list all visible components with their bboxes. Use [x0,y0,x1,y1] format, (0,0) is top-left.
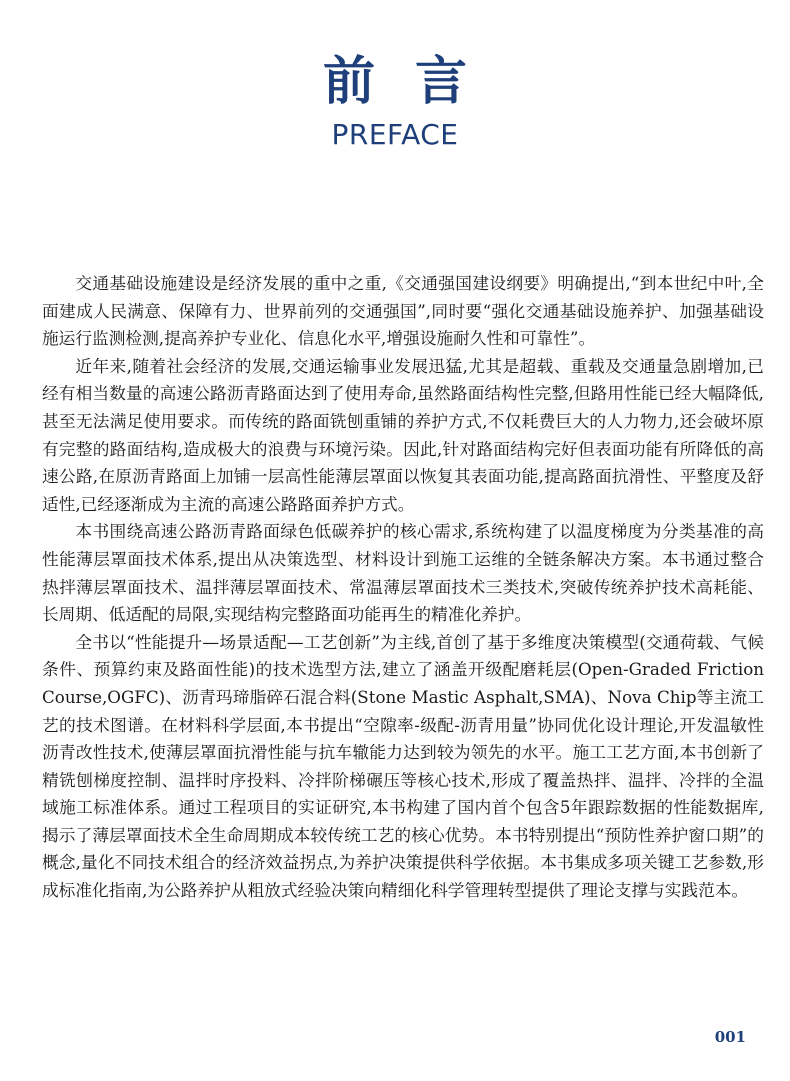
preface-body [42,270,764,905]
page-subtitle: PREFACE [331,118,459,151]
page-number: 001 [714,1028,746,1046]
paragraph-3: 本书围绕高速公路沥青路面绿色低碳养护的核心需求,系统构建了以温度梯度为分类基准的高性能薄层罩面技术体系,提出从决策选型、材料设计到施工运维的全链条解决方案。本书通过整合热拌薄层罩面技术、温拌薄层罩面技术、常温薄层罩面技术三类技术,突破传统养护技术高耗能、长周期、低适配的局限,实现结构完整路面功能再生的精准化养护。 [42,521,764,625]
paragraph-4: 全书以“性能提升—场景适配—工艺创新”为主线,首创了基于多维度决策模型(交通荷载、气候条件、预算约束及路面性能)的技术选型方法,建立了涵盖开级配磨耗层(Open-Graded Friction Course,OGFC)、沥青玛𤧛脂碎石混合料(Stone Mastic Asphalt,SMA)、Nova Chip等主流工艺的技术图谱。在材料科学层面,本书提出“空隙率-级配-沥青用量”协同优化设计理论,开发温敏性沥青改性技术,使薄层罩面抗滑性能与抗车辙能力达到较为领先的水平。施工工艺方面,本书创新了精铣刨梯度控制、温拌时序投料、冷拌阶梯碾压等核心技术,形成了覆盖热拌、温拌、冷拌的全温域施工标准体系。通过工程项目的实证研究,本书构建了国内首个包含5年跟踪数据的性能数据库,揭示了薄层罩面技术全生命周期成本较传统工艺的核心优势。本书特别提出“预防性养护窗口期”的概念,量化不同技术组合的经济效益拐点,为养护决策提供科学依据。本书集成多项关键工艺参数,形成标准化指南,为公路养护从粗放式经验决策向精细化科学管理转型提供了理论支撑与实践范本。 [42,631,764,901]
paragraph-1: 交通基础设施建设是经济发展的重中之重,《交通强国建设纲要》明确提出,“到本世纪中叶,全面建成人民满意、保障有力、世界前列的交通强国”,同时要“强化交通基础设施养护、加强基础设施运行监测检测,提高养护专业化、信息化水平,增强设施耐久性和可靠性”。 [42,273,764,349]
paragraph-2: 近年来,随着社会经济的发展,交通运输事业发展迅猛,尤其是超载、重载及交通量急剧增加,已经有相当数量的高速公路沥青路面达到了使用寿命,虽然路面结构性完整,但路用性能已经大幅降低,甚至无法满足使用要求。而传统的路面铣刨重铺的养护方式,不仅耗费巨大的人力物力,还会破坏原有完整的路面结构,造成极大的浪费与环境污染。因此,针对路面结构完好但表面功能有所降低的高速公路,在原沥青路面上加铺一层高性能薄层罩面以恢复其表面功能,提高路面抗滑性、平整度及舒适性,已经逐渐成为主流的高速公路路面养护方式。 [42,355,764,514]
page-title: 前言 [322,51,507,112]
